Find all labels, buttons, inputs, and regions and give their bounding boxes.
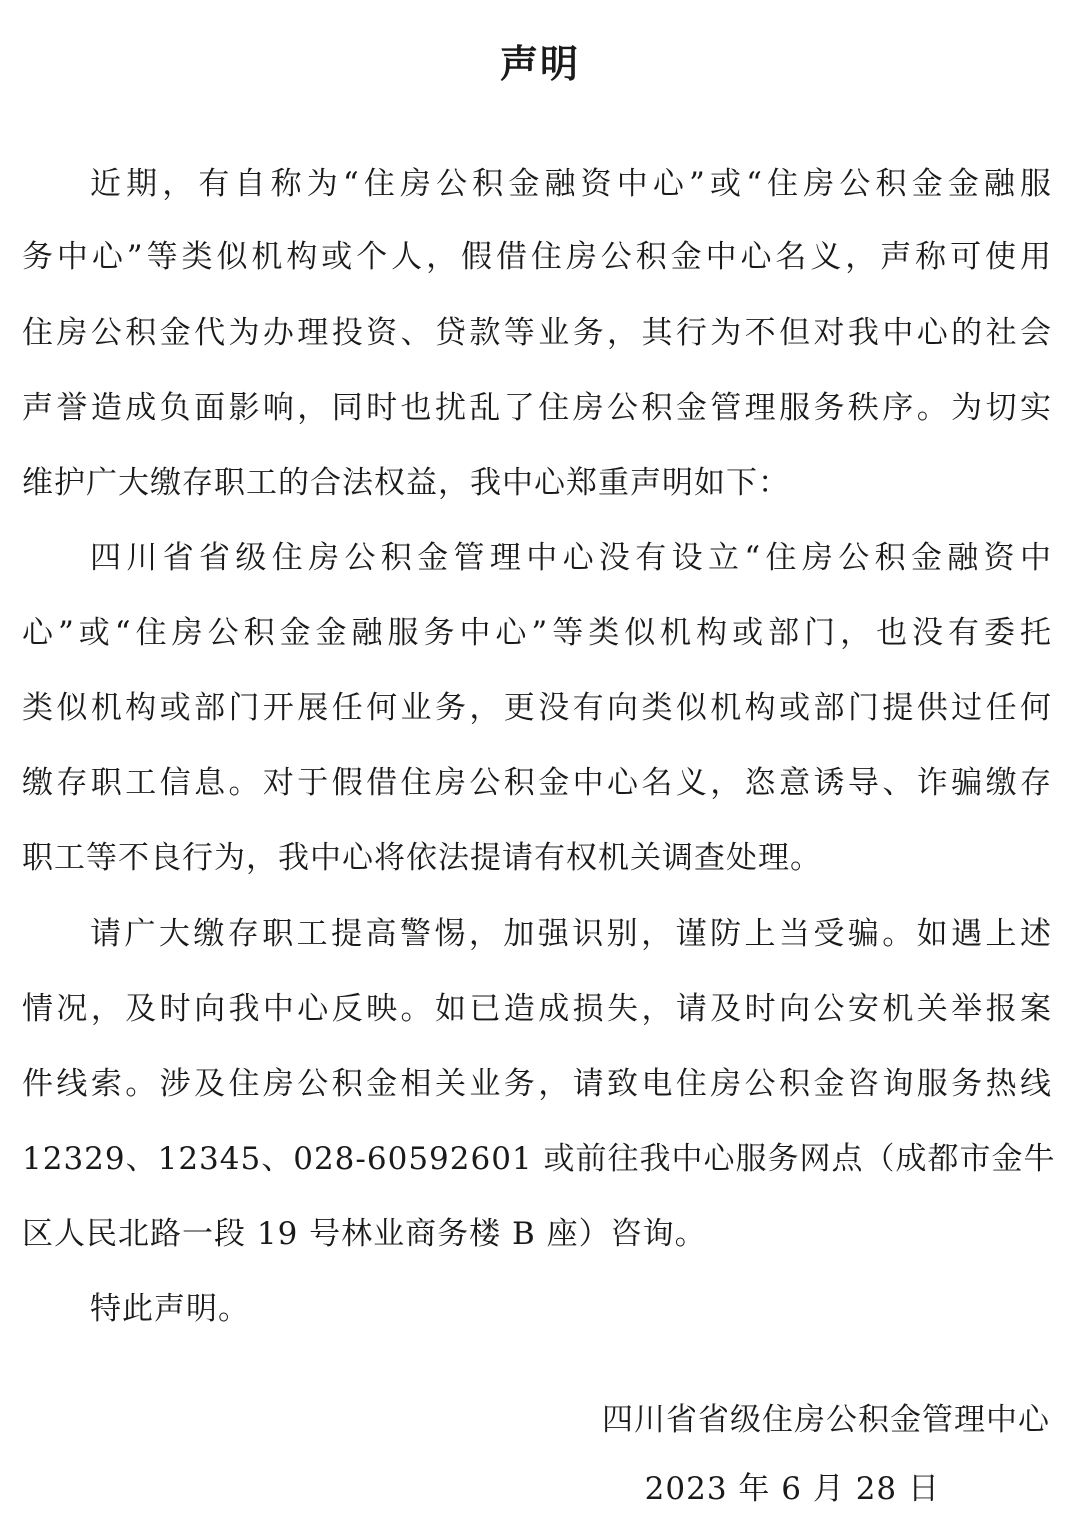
closing-line: 特此声明。: [90, 1291, 250, 1327]
paragraph-3-line-3: 件线索。涉及住房公积金相关业务，请致电住房公积金咨询服务热线: [22, 1066, 1052, 1102]
paragraph-3-line-2: 情况，及时向我中心反映。如已造成损失，请及时向公安机关举报案: [22, 991, 1052, 1027]
paragraph-3-line-5: 区人民北路一段 19 号林业商务楼 B 座）咨询。: [22, 1216, 707, 1252]
page-title: 声明: [499, 42, 580, 86]
paragraph-2-line-3: 类似机构或部门开展任何业务，更没有向类似机构或部门提供过任何: [22, 690, 1052, 726]
issue-date: 2023 年 6 月 28 日: [644, 1471, 940, 1507]
paragraph-2-line-4: 缴存职工信息。对于假借住房公积金中心名义，恣意诱导、诈骗缴存: [22, 765, 1052, 801]
paragraph-3-line-1: 请广大缴存职工提高警惕，加强识别，谨防上当受骗。如遇上述: [90, 916, 1052, 952]
issuer-signature: 四川省省级住房公积金管理中心: [602, 1402, 1050, 1438]
paragraph-1-line-1: 近期，有自称为“住房公积金融资中心”或“住房公积金金融服: [90, 166, 1052, 202]
paragraph-2-line-2: 心”或“住房公积金金融服务中心”等类似机构或部门，也没有委托: [22, 615, 1052, 651]
paragraph-2-line-5: 职工等不良行为，我中心将依法提请有权机关调查处理。: [22, 840, 822, 876]
paragraph-1-line-2: 务中心”等类似机构或个人，假借住房公积金中心名义，声称可使用: [22, 239, 1052, 275]
paragraph-1-line-5: 维护广大缴存职工的合法权益，我中心郑重声明如下：: [22, 465, 790, 501]
paragraph-1-line-3: 住房公积金代为办理投资、贷款等业务，其行为不但对我中心的社会: [22, 315, 1052, 351]
paragraph-2-line-1: 四川省省级住房公积金管理中心没有设立“住房公积金融资中: [90, 540, 1052, 576]
paragraph-1-line-4: 声誉造成负面影响，同时也扰乱了住房公积金管理服务秩序。为切实: [22, 390, 1052, 426]
paragraph-3-line-4: 12329、12345、028-60592601 或前往我中心服务网点（成都市金牛: [22, 1141, 1056, 1177]
